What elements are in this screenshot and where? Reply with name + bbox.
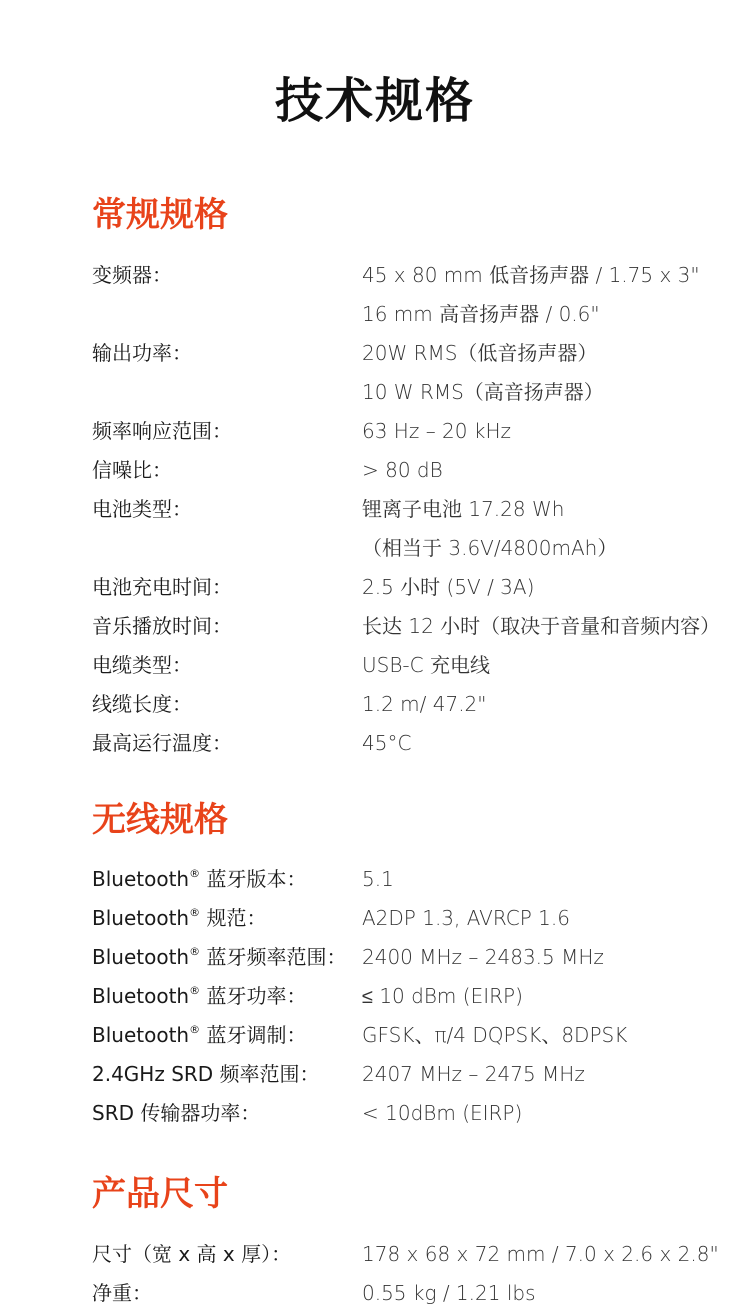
- spec-values: [362, 1094, 750, 1133]
- registered-mark: ®: [189, 867, 201, 880]
- spec-value: 2407 MHz – 2475 MHz: [362, 1062, 585, 1086]
- spec-label: Bluetooth® 规范：: [92, 906, 267, 930]
- spec-values: [362, 490, 750, 568]
- spec-values: [362, 1016, 750, 1055]
- spec-row-battery-type: [92, 490, 750, 568]
- spec-value: USB-C 充电线: [362, 653, 490, 677]
- spec-row-bluetooth-version: [92, 860, 750, 899]
- spec-label: 线缆长度：: [92, 692, 192, 716]
- spec-row-srd-power: [92, 1094, 750, 1133]
- spec-values: [362, 685, 750, 724]
- spec-value: 2400 MHz – 2483.5 MHz: [362, 945, 604, 969]
- spec-row-output-power: [92, 334, 750, 412]
- spec-value: （相当于 3.6V/4800mAh）: [362, 536, 618, 560]
- spec-value: GFSK、π/4 DQPSK、8DPSK: [362, 1023, 628, 1047]
- spec-values: [362, 568, 750, 607]
- spec-values: [362, 1055, 750, 1094]
- spec-label: 音乐播放时间：: [92, 614, 232, 638]
- spec-value: 10 W RMS（高音扬声器）: [362, 380, 604, 404]
- registered-mark: ®: [189, 945, 201, 958]
- spec-value: ≤ 10 dBm (EIRP): [362, 984, 523, 1008]
- spec-label: 净重：: [92, 1281, 152, 1305]
- spec-values: [362, 938, 750, 977]
- spec-label: 输出功率：: [92, 341, 192, 365]
- spec-values: [362, 607, 750, 646]
- spec-label: SRD 传输器功率：: [92, 1101, 261, 1125]
- spec-row-transducer: [92, 256, 750, 334]
- spec-value: 20W RMS（低音扬声器）: [362, 341, 598, 365]
- spec-value: 锂离子电池 17.28 Wh: [362, 497, 565, 521]
- spec-value: 2.5 小时 (5V / 3A): [362, 575, 535, 599]
- spec-values: [362, 334, 750, 412]
- spec-label: 频率响应范围：: [92, 419, 232, 443]
- spec-row-bluetooth-profile: [92, 899, 750, 938]
- spec-row-cable-length: [92, 685, 750, 724]
- spec-value: 长达 12 小时（取决于音量和音频内容）: [362, 614, 721, 638]
- spec-value: 0.55 kg / 1.21 lbs: [362, 1281, 536, 1305]
- spec-values: [362, 256, 750, 334]
- spec-row-net-weight: [92, 1274, 750, 1313]
- spec-row-cable-type: [92, 646, 750, 685]
- spec-list-wireless: [92, 860, 750, 1133]
- spec-value: 63 Hz – 20 kHz: [362, 419, 511, 443]
- spec-label: 电池充电时间：: [92, 575, 232, 599]
- spec-label: 变频器：: [92, 263, 172, 287]
- spec-label: Bluetooth® 蓝牙调制：: [92, 1023, 307, 1047]
- spec-value: > 80 dB: [362, 458, 443, 482]
- registered-mark: ®: [189, 906, 201, 919]
- spec-value: 178 x 68 x 72 mm / 7.0 x 2.6 x 2.8": [362, 1242, 719, 1266]
- spec-values: [362, 977, 750, 1016]
- spec-values: [362, 1235, 750, 1274]
- spec-label: Bluetooth® 蓝牙功率：: [92, 984, 307, 1008]
- spec-label: 电缆类型：: [92, 653, 192, 677]
- spec-values: [362, 724, 750, 763]
- spec-label: 信噪比：: [92, 458, 172, 482]
- spec-row-frequency-response: [92, 412, 750, 451]
- spec-value: 45°C: [362, 731, 412, 755]
- spec-label: 电池类型：: [92, 497, 192, 521]
- spec-label: 尺寸（宽 x 高 x 厚）：: [92, 1242, 292, 1266]
- spec-values: [362, 860, 750, 899]
- spec-row-srd-frequency: [92, 1055, 750, 1094]
- spec-list-dimensions: [92, 1235, 750, 1313]
- spec-values: [362, 412, 750, 451]
- page-title: 技术规格: [274, 73, 475, 129]
- spec-row-bluetooth-frequency: [92, 938, 750, 977]
- spec-row-playtime: [92, 607, 750, 646]
- spec-row-charging-time: [92, 568, 750, 607]
- spec-values: [362, 1274, 750, 1313]
- spec-value: 1.2 m/ 47.2": [362, 692, 487, 716]
- spec-row-snr: [92, 451, 750, 490]
- registered-mark: ®: [189, 1023, 201, 1036]
- spec-row-bluetooth-power: [92, 977, 750, 1016]
- spec-values: [362, 899, 750, 938]
- spec-value: 5.1: [362, 867, 394, 891]
- spec-list-general: [92, 256, 750, 763]
- spec-label: 最高运行温度：: [92, 731, 232, 755]
- spec-row-dimensions: [92, 1235, 750, 1274]
- spec-label: Bluetooth® 蓝牙版本：: [92, 867, 307, 891]
- spec-value: A2DP 1.3, AVRCP 1.6: [362, 906, 570, 930]
- spec-values: [362, 646, 750, 685]
- spec-value: 45 x 80 mm 低音扬声器 / 1.75 x 3": [362, 263, 700, 287]
- spec-label: Bluetooth® 蓝牙频率范围：: [92, 945, 347, 969]
- spec-value: < 10dBm (EIRP): [362, 1101, 523, 1125]
- spec-row-bluetooth-modulation: [92, 1016, 750, 1055]
- spec-label: 2.4GHz SRD 频率范围：: [92, 1062, 320, 1086]
- registered-mark: ®: [189, 984, 201, 997]
- section-title-dimensions: 产品尺寸: [92, 1174, 228, 1214]
- spec-values: [362, 451, 750, 490]
- section-title-general: 常规规格: [92, 195, 228, 235]
- spec-row-max-temperature: [92, 724, 750, 763]
- spec-value: 16 mm 高音扬声器 / 0.6": [362, 302, 600, 326]
- section-title-wireless: 无线规格: [92, 800, 228, 840]
